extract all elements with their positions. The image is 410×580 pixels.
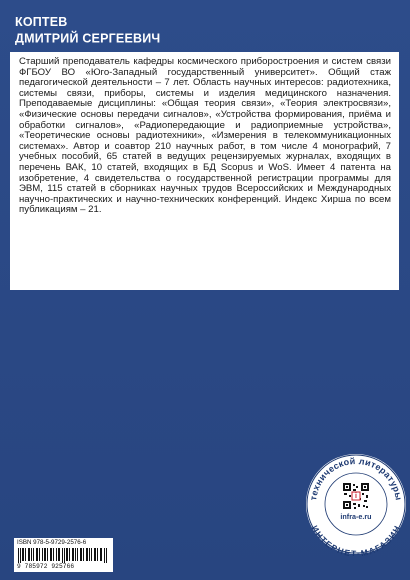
seal-arc-bottom: ИНТЕРНЕТ-МАГАЗИН <box>309 523 403 556</box>
author-surname: КОПТЕВ <box>15 14 68 29</box>
seal-arc-top: технической литературы <box>308 455 404 502</box>
author-name: ДМИТРИЙ СЕРГЕЕВИЧ <box>15 31 161 46</box>
shop-seal <box>302 452 410 556</box>
qr-code-icon <box>343 483 369 509</box>
svg-text:i: i <box>355 493 357 500</box>
author-bio: Старший преподаватель кафедры космического приборостроения и систем связи ФГБОУ ВО «Юго-Западный государственный университет». Общий стаж педагогической деятельности – 7 лет. Область научных интересов: радиотехника, системы связи, приборы, системы и изделия медицинского назначения. Преподаваемые дисциплины: «Общая теория связи», «Теория электросвязи», «Физические основы передачи сигналов», «Устройства формирования, приёма и обработки сигналов», «Радиопередающие и радиоприемные устройства», «Теоретические основы радиотехники», «Измерения в телекоммуникационных системах». Автор и соавтор 210 научных работ, в том числе 4 монографий, 7 учебных пособий, 65 статей в ведущих рецензируемых журналах, входящих в перечень ВАК, 10 статей, входящих в БД Scopus и WoS. Имеет 4 патента на изобретение, 4 свидетельства о государственной регистрации программы для ЭВМ, 115 статей в сборниках научных трудов Всероссийских и Международных научно-практических и научно-технических конференций. Индекс Хирша по всем публикациям – 21. <box>19 56 391 216</box>
isbn-label: ISBN 978-5-9729-2576-6 <box>17 539 87 546</box>
isbn-barcode-box <box>14 538 113 572</box>
barcode-digits: 9 785972 925766 <box>17 563 75 570</box>
seal-site: infra-e.ru <box>340 512 372 521</box>
barcode-icon <box>18 548 109 563</box>
bio-panel <box>10 52 399 290</box>
author-block <box>15 13 160 47</box>
